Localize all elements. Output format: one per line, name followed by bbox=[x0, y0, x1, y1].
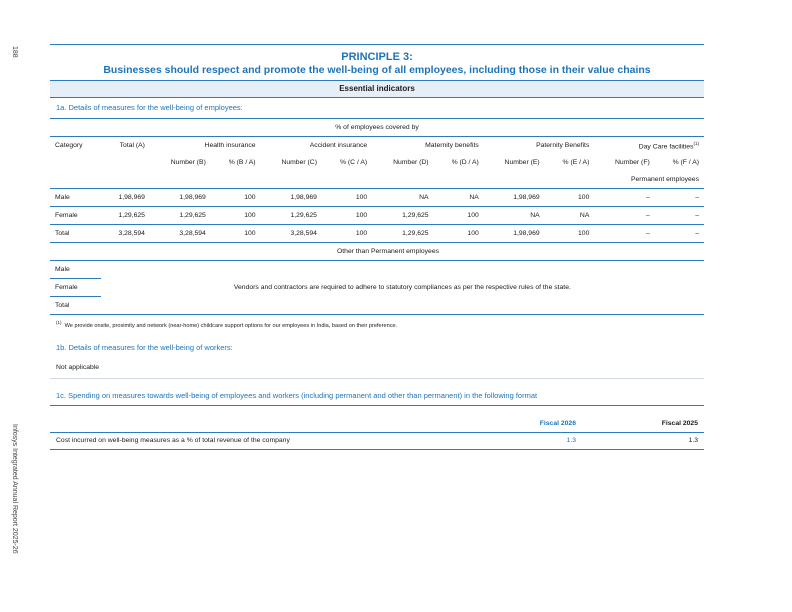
cell: 1,29,625 bbox=[290, 212, 317, 219]
cell: 3,28,594 bbox=[290, 230, 317, 237]
pct-covered-header: % of employees covered by bbox=[335, 124, 419, 131]
spending-table bbox=[50, 416, 704, 450]
cell: NA bbox=[469, 194, 479, 201]
permanent-employees-label: Permanent employees bbox=[630, 176, 699, 183]
cell: 1,98,969 bbox=[118, 194, 145, 201]
cell: 100 bbox=[578, 194, 590, 201]
cell: 100 bbox=[244, 230, 256, 237]
cell: 3,28,594 bbox=[118, 230, 145, 237]
footnote-text: We provide onsite, proximity and network (near-home) childcare support options for our employees in India, based on their preference. bbox=[64, 322, 398, 329]
subcol: % (C / A) bbox=[339, 159, 368, 166]
cell: Male bbox=[50, 261, 101, 279]
table-subheader-row bbox=[50, 154, 704, 171]
other-than-permanent-label-row bbox=[50, 243, 704, 261]
cell: NA bbox=[530, 212, 540, 219]
col-accident: Accident insurance bbox=[309, 142, 368, 149]
cell: 1,98,969 bbox=[513, 230, 540, 237]
cell: 1,29,625 bbox=[118, 212, 145, 219]
cell: – bbox=[645, 212, 650, 219]
col-fiscal-2025: Fiscal 2025 bbox=[661, 420, 698, 428]
cell: 100 bbox=[355, 194, 368, 201]
top-rule bbox=[50, 44, 704, 45]
wellbeing-employees-table bbox=[50, 119, 704, 315]
col-total: Total (A) bbox=[119, 142, 145, 149]
footnote-ref: (1) bbox=[693, 140, 699, 146]
col-daycare-label: Day Care facilities bbox=[638, 143, 694, 151]
table-row bbox=[50, 225, 704, 243]
subcol: Number (D) bbox=[393, 159, 429, 166]
cell-fiscal-2026: 1.3 bbox=[566, 437, 576, 445]
table-row bbox=[50, 207, 704, 225]
cell: NA bbox=[579, 212, 590, 219]
subcol: Number (C) bbox=[281, 159, 317, 166]
table-header-row bbox=[50, 137, 704, 155]
subcol: Number (B) bbox=[170, 159, 206, 166]
cell-fiscal-2025: 1.3 bbox=[688, 437, 698, 445]
cell: – bbox=[695, 194, 699, 201]
footnote-mark: (1) bbox=[56, 320, 62, 325]
cell: – bbox=[645, 230, 650, 237]
cell: Female bbox=[50, 279, 101, 297]
section-1b-heading: 1b. Details of measures for the well-being of workers: bbox=[56, 342, 233, 352]
cell: 1,98,969 bbox=[290, 194, 317, 201]
cell: Male bbox=[55, 194, 70, 201]
table-header-row bbox=[50, 119, 704, 137]
cell: – bbox=[645, 194, 650, 201]
subcol: Number (E) bbox=[504, 159, 540, 166]
cell: 100 bbox=[244, 212, 256, 219]
cell: Total bbox=[55, 230, 70, 237]
section-1a-heading: 1a. Details of measures for the well-being of employees: bbox=[50, 98, 704, 119]
cell: 100 bbox=[467, 212, 479, 219]
cell: 100 bbox=[467, 230, 479, 237]
principle-title: PRINCIPLE 3: bbox=[341, 51, 413, 63]
section-1c-heading: 1c. Spending on measures towards well-being of employees and workers (including permanent and other than permanent) in the following format bbox=[50, 391, 704, 406]
table-row bbox=[50, 261, 704, 279]
col-daycare bbox=[594, 137, 704, 155]
cell: 1,29,625 bbox=[402, 230, 429, 237]
essential-indicators-heading: Essential indicators bbox=[50, 80, 704, 98]
page-number: 188 bbox=[11, 46, 18, 58]
row-label: Cost incurred on well-being measures as a % of total revenue of the company bbox=[56, 437, 290, 445]
col-maternity: Maternity benefits bbox=[425, 142, 479, 149]
cell: 3,28,594 bbox=[179, 230, 206, 237]
cell: 1,98,969 bbox=[179, 194, 206, 201]
cell: 1,29,625 bbox=[402, 212, 429, 219]
not-applicable-text: Not applicable bbox=[50, 364, 704, 379]
cell: 1,29,625 bbox=[179, 212, 206, 219]
cell: Total bbox=[55, 302, 70, 309]
cell: 1,98,969 bbox=[513, 194, 540, 201]
table-row bbox=[50, 432, 704, 449]
cell: NA bbox=[419, 194, 429, 201]
cell: 100 bbox=[355, 212, 368, 219]
cell: – bbox=[695, 230, 699, 237]
subcol: % (D / A) bbox=[451, 159, 479, 166]
page-content bbox=[50, 44, 704, 450]
col-paternity: Paternity Benefits bbox=[536, 142, 590, 149]
principle-subtitle: Businesses should respect and promote the well-being of all employees, including those in their value chains bbox=[103, 64, 651, 76]
other-than-permanent-label: Other than Permanent employees bbox=[336, 248, 439, 255]
table-row bbox=[50, 189, 704, 207]
subcol: Number (F) bbox=[615, 159, 650, 166]
col-fiscal-2026: Fiscal 2026 bbox=[539, 420, 576, 428]
vendors-note: Vendors and contractors are required to adhere to statutory compliances as per the respective rules of the state. bbox=[233, 284, 571, 291]
table-header-row bbox=[50, 416, 704, 433]
subcol: % (B / A) bbox=[228, 159, 256, 166]
col-category: Category bbox=[55, 142, 83, 149]
subcol: % (E / A) bbox=[562, 159, 590, 166]
cell: 100 bbox=[578, 230, 590, 237]
report-name: Infosys Integrated Annual Report 2025-26 bbox=[11, 424, 18, 554]
permanent-label-row bbox=[50, 171, 704, 189]
cell: – bbox=[695, 212, 699, 219]
subcol: % (F / A) bbox=[672, 159, 699, 166]
cell: Female bbox=[55, 212, 78, 219]
col-health: Health insurance bbox=[204, 142, 256, 149]
footnote bbox=[50, 320, 704, 329]
cell: 100 bbox=[355, 230, 368, 237]
cell: 100 bbox=[244, 194, 256, 201]
